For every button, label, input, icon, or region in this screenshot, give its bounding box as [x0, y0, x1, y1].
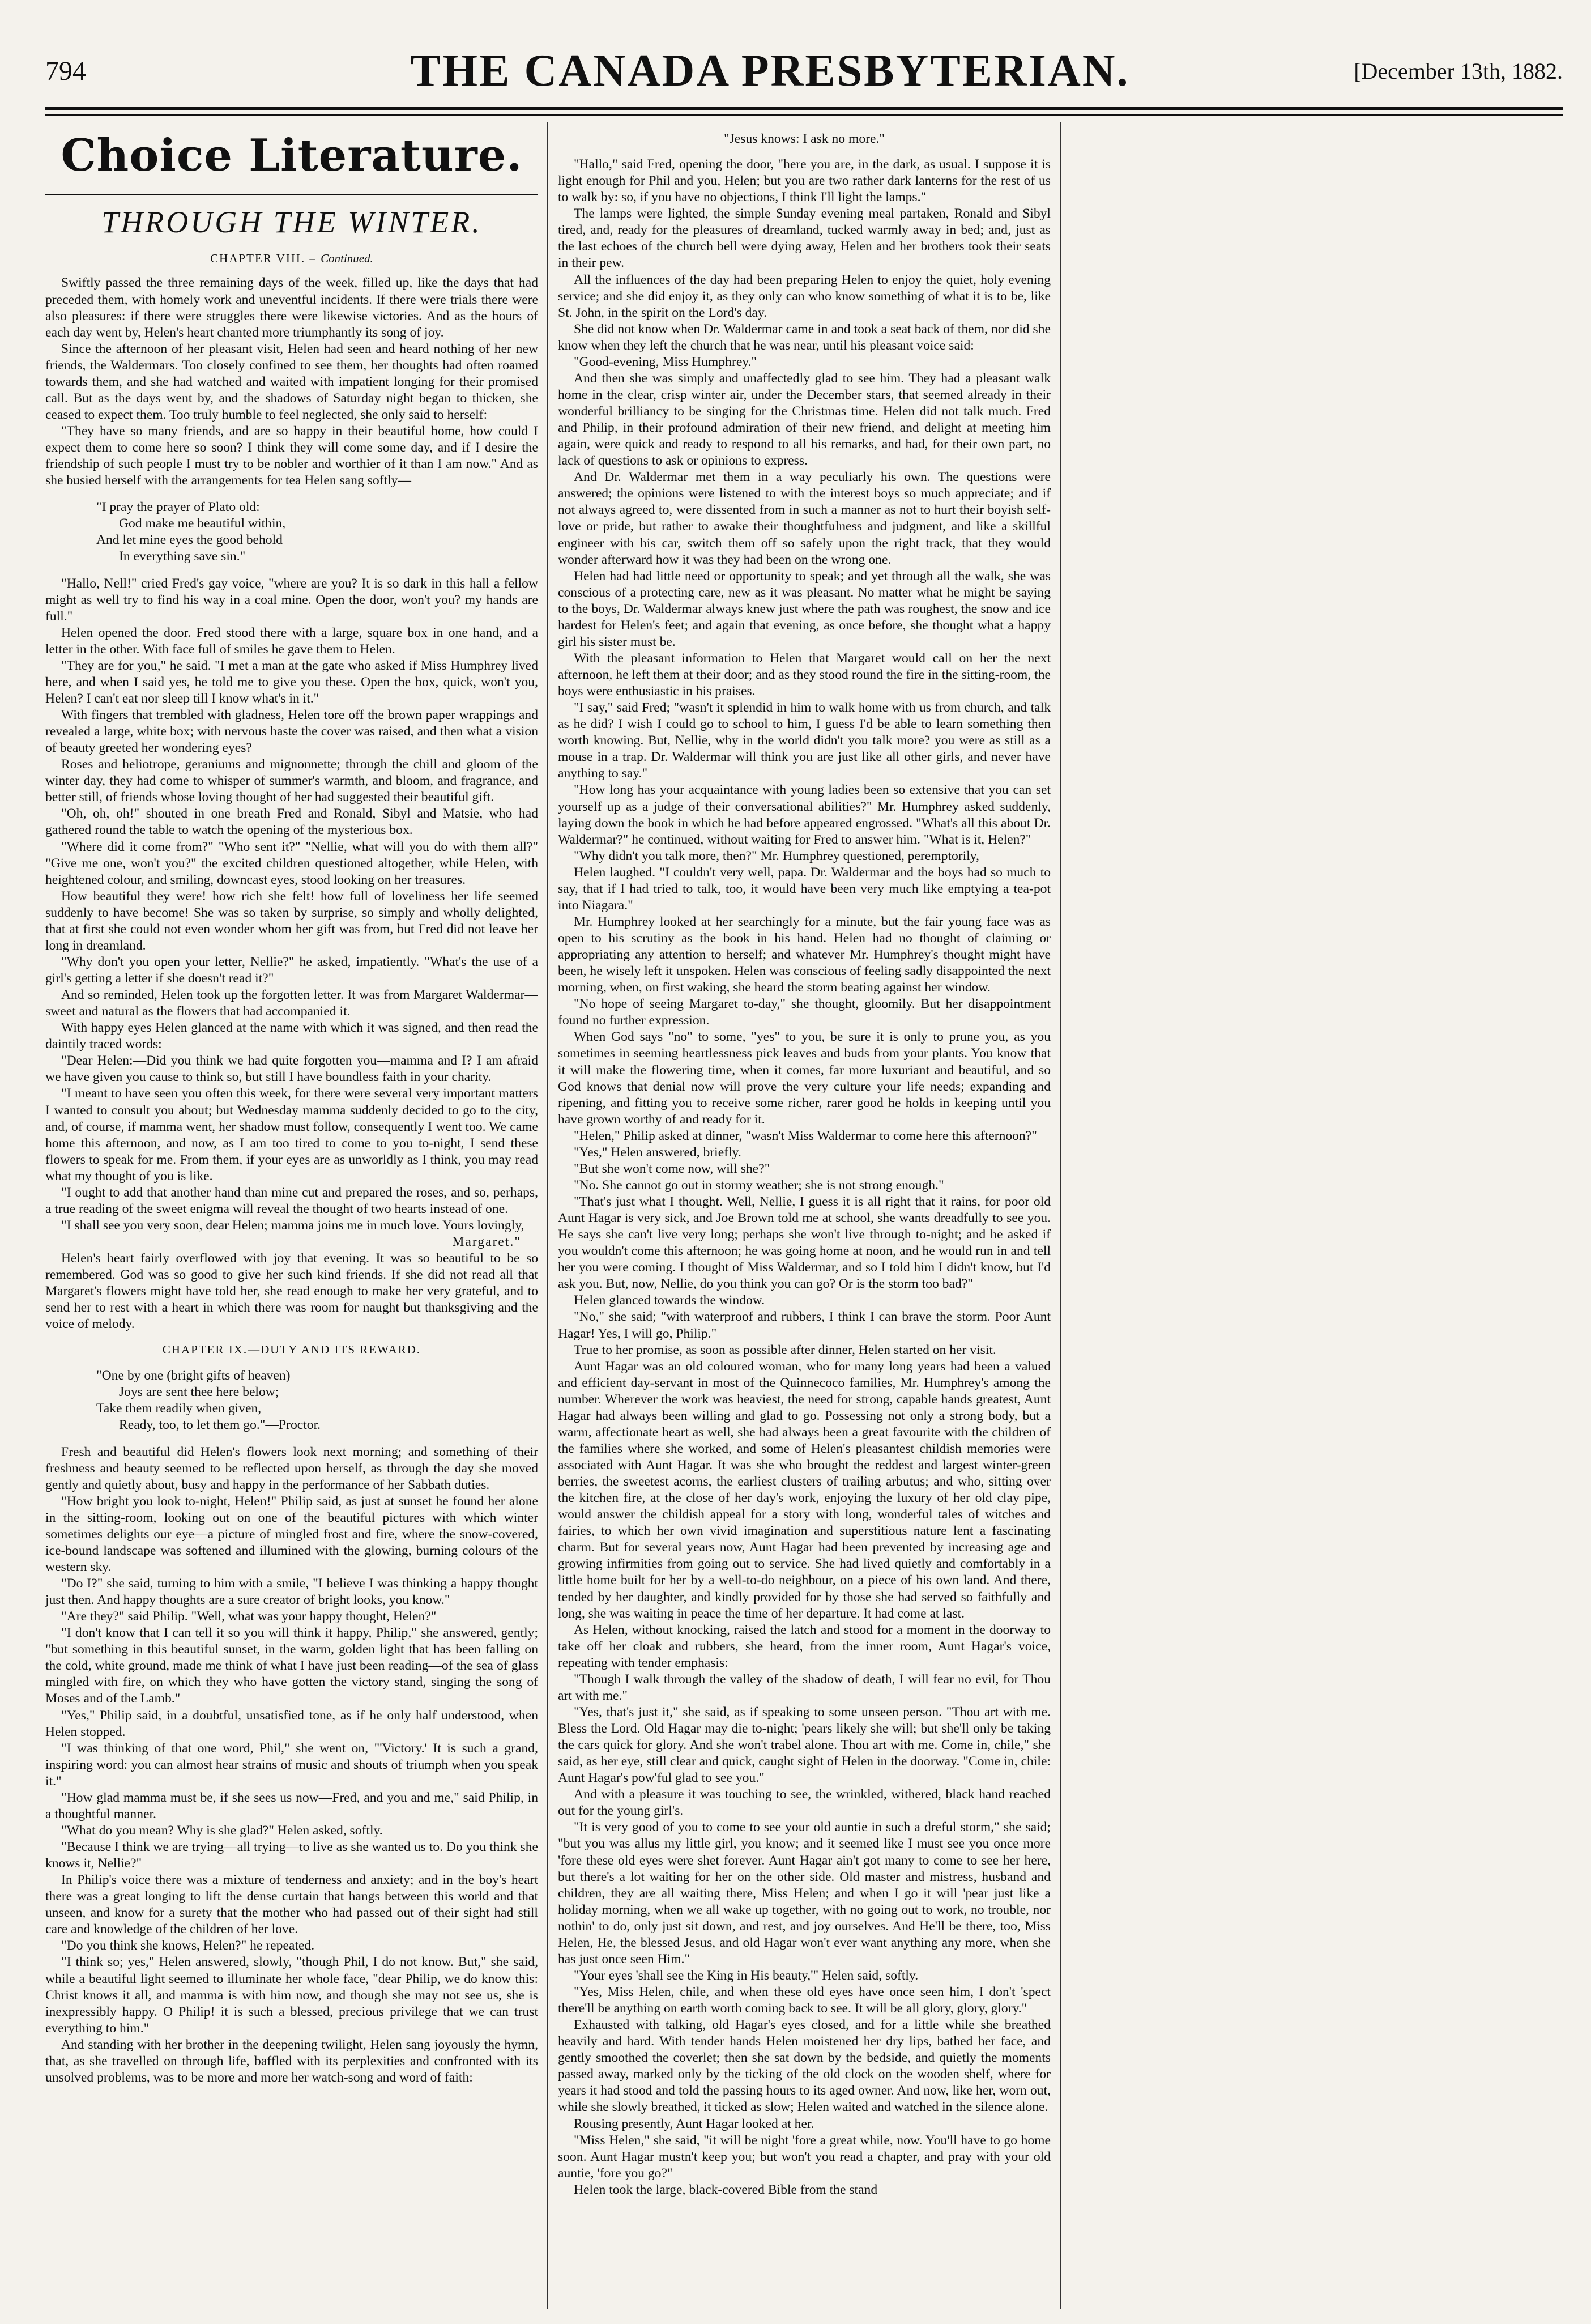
paragraph-group: [45, 1444, 538, 2086]
paragraph: "Why didn't you talk more, then?" Mr. Humphrey questioned, peremptorily,: [574, 848, 979, 863]
paragraph: "Oh, oh, oh!" shouted in one breath Fred and Ronald, Sibyl and Matsie, who had gathered round the table to watch the opening of the mysterious box.: [45, 806, 538, 838]
paragraph: The lamps were lighted, the simple Sunday evening meal partaken, Ronald and Sibyl tired, and, ready for the pleasures of dreamland, tucked warmly away in bed; and, just as the last echoes of the church bell were dying away, Helen and her brothers took their seats in their pew.: [558, 206, 1051, 271]
paragraph: And Dr. Waldermar met them in a way peculiarly his own. The questions were answered; the opinions were listened to with the interest boys so much appreciate; and if not always agreed to, were dissented from in such a manner as not to hurt their boyish self-love or pride, but rather to awake their thoughtfulness and judgment, and like a skillful engineer with his car, switch them off so safely upon the right track, that they would wonder afterward how it was they had been on the wrong one.: [558, 470, 1051, 567]
verse-line: Joys are sent thee here below;: [119, 1385, 279, 1400]
paragraph: "Do you think she knows, Helen?" he repeated.: [61, 1938, 315, 1953]
paragraph: "Yes," Philip said, in a doubtful, unsatisfied tone, as if he only half understood, when Helen stopped.: [45, 1708, 538, 1739]
paragraph: "Do I?" she said, turning to him with a smile, "I believe I was thinking a happy thought just then. And happy thoughts are a sure creator of bright looks, you know.": [45, 1576, 538, 1608]
paragraph: "Helen," Philip asked at dinner, "wasn't Miss Waldermar to come here this afternoon?": [574, 1128, 1037, 1143]
chapter-heading: [45, 252, 538, 266]
letter-signature: Margaret.": [452, 1235, 521, 1250]
paragraph: Rousing presently, Aunt Hagar looked at her.: [574, 2116, 814, 2131]
paragraph: Helen took the large, black-covered Bible from the stand: [574, 2182, 878, 2197]
paragraph: And then she was simply and unaffectedly glad to see him. They had a pleasant walk home in the clear, crisp winter air, under the December stars, that seemed already in their wonderful brilliancy to be singing for the Christmas time. Helen did not talk much. Fred and Philip, in their profound admiration of their new friend, and delight at meeting him again, were quick and ready to respond to all his remarks, and had, for their own part, no lack of questions to ask or opinions to express.: [558, 371, 1051, 469]
paragraph: "Why don't you open your letter, Nellie?" he asked, impatiently. "What's the use of a girl's getting a letter if she doesn't read it?": [45, 954, 538, 986]
verse: [96, 1368, 538, 1433]
paragraph: "I say," said Fred; "wasn't it splendid in him to walk home with us from church, and talk as he did? I wish I could go to school to him, I guess I'd be able to learn something then worth knowing. But, Nellie, why in the world didn't you talk more? you were as still as a mouse in a trap. Dr. Waldermar will think you are just like all other girls, and never have anything to say.": [558, 700, 1051, 781]
paragraph: "I don't know that I can tell it so you will think it happy, Philip," she answered, gently; "but something in this beautiful sunset, in the warm, golden light that has been falling on the cold, white ground, made me think of what I have just been reading—of the sea of glass mingled with fire, on which they who have gotten the victory stand, singing the song of Moses and of the Lamb.": [45, 1625, 538, 1706]
paragraph: Exhausted with talking, old Hagar's eyes closed, and for a little while she breathed heavily and hard. With tender hands Helen moistened her dry lips, bathed her face, and gently smoothed the coverlet; then she sat down by the bedside, and quietly the moments passed away, marked only by the ticking of the old clock on the wooden shelf, where for years it had stood and told the passing hours to its aged owner. And now, like her, worn out, while she slowly breathed, it ticked as slow; Helen waited and watched in the silence alone.: [558, 2017, 1051, 2115]
paragraph: "I meant to have seen you often this week, for there were several very important matters I wanted to consult you about; but Wednesday mamma suddenly decided to go to the city, and, of course, if mamma went, her shadow must follow, consequently I went too. We came home this afternoon, and now, as I am too tired to come to you to-night, I send these flowers to speak for me. From them, if your eyes are as unworldly as I think, you may read what my thought of you is like.: [45, 1086, 538, 1184]
paragraph: "Hallo, Nell!" cried Fred's gay voice, "where are you? It is so dark in this hall a fellow might as well try to find his way in a coal mine. Open the door, won't you? my hands are full.": [45, 576, 538, 624]
paragraph: "How long has your acquaintance with young ladies been so extensive that you can set yourself up as a judge of their conversational abilities?" Mr. Humphrey asked suddenly, laying down the book in which he had before appeared engrossed. "What's all this about Dr. Waldermar?" he continued, without waiting for Fred to answer him. "What is it, Helen?": [558, 782, 1051, 847]
paragraph: And so reminded, Helen took up the forgotten letter. It was from Margaret Waldermar—sweet and natural as the flowers that had accompanied it.: [45, 988, 538, 1019]
paragraph: "Yes, that's just it," she said, as if speaking to some unseen person. "Thou art with me. Bless the Lord. Old Hagar may die to-night; 'pears likely she will; but she'll only be taking the cars quick for glory. And she won't trabel alone. Thou art with me. Come in, chile," she said, as her eye, still clear and quick, caught sight of Helen in the doorway. "Come in, chile: Aunt Hagar's pow'ful glad to see you.": [558, 1704, 1051, 1786]
paragraph: "Are they?" said Philip. "Well, what was your happy thought, Helen?": [61, 1609, 437, 1624]
paragraph: "Miss Helen," she said, "it will be night 'fore a great while, now. You'll have to go home soon. Aunt Hagar mustn't keep you; but won't you read a chapter, and pray with your old auntie, 'fore you go?": [558, 2133, 1051, 2181]
paragraph: "I was thinking of that one word, Phil," she went on, "'Victory.' It is such a grand, inspiring word: you can almost hear strains of music and shouts of triumph when you speak it.": [45, 1740, 538, 1789]
paragraph: "They have so many friends, and are so happy in their beautiful home, how could I expect them to come here so soon? I think they will come some day, and if I desire the friendship of such people I must try to be nobler and worthier of it than I am now." And as she busied herself with the arrangements for tea Helen sang softly—: [45, 424, 538, 488]
paper-title: THE CANADA PRESBYTERIAN.: [410, 45, 1130, 96]
department-heading: Choice Literature.: [61, 130, 523, 181]
paragraph: "No hope of seeing Margaret to-day," she thought, gloomily. But her disappointment found no further expression.: [558, 997, 1051, 1028]
paragraph: Fresh and beautiful did Helen's flowers look next morning; and something of their freshness and beauty seemed to be reflected upon herself, as through the day she moved gently and quietly about, busy and happy in the performance of her Sabbath duties.: [45, 1444, 538, 1492]
paragraph: "Hallo," said Fred, opening the door, "here you are, in the dark, as usual. I suppose it is light enough for Phil and you, Helen; but you are two rather dark lanterns for the rest of us to walk by: so, if you have no objections, I think I'll light the lamps.": [558, 157, 1051, 205]
paragraph: "Though I walk through the valley of the shadow of death, I will fear no evil, for Thou art with me.": [558, 1671, 1051, 1703]
paragraph: Swiftly passed the three remaining days of the week, filled up, like the days that had preceded them, with homely work and uneventful incidents. If there were trials there were also pleasures: if there were struggles there were likewise victories. And as the hours of each day went by, Helen's heart chanted more triumphantly its song of joy.: [45, 275, 538, 340]
verse-line: Ready, too, to let them go."—Proctor.: [119, 1418, 321, 1433]
paragraph: "What do you mean? Why is she glad?" Helen asked, softly.: [61, 1823, 383, 1838]
verse-line: Take them readily when given,: [96, 1401, 262, 1416]
paragraph: All the influences of the day had been preparing Helen to enjoy the quiet, holy evening service; and she did enjoy it, as they only can who know something of what it is to be, like St. John, in the spirit on the Lord's day.: [558, 272, 1051, 320]
paragraph: Mr. Humphrey looked at her searchingly for a minute, but the fair young face was as open to his scrutiny as the book in his hand. Helen had no thought of claiming or appropriating any attention to herself; and whatever Mr. Humphrey's thought might have been, he wisely left it unspoken. Helen was conscious of feeling sadly disappointed the next morning, when, on first waking, she heard the storm beating against her window.: [558, 914, 1051, 995]
paragraph: "I ought to add that another hand than mine cut and prepared the roses, and so, perhaps, a true reading of the sweet enigma will reveal the thought of two hearts instead of one.: [45, 1185, 538, 1216]
paragraph: As Helen, without knocking, raised the latch and stood for a moment in the doorway to take off her cloak and rubbers, she heard, from the inner room, Aunt Hagar's voice, repeating with tender emphasis:: [558, 1622, 1051, 1670]
column-rule: [547, 122, 548, 2309]
verse-line: "I pray the prayer of Plato old:: [96, 500, 260, 515]
column-2: [558, 122, 1051, 2309]
paragraph: Helen opened the door. Fred stood there with a large, square box in one hand, and a letter in the other. With face full of smiles he gave them to Helen.: [45, 625, 538, 657]
paragraph: "Your eyes 'shall see the King in His beauty,'" Helen said, softly.: [574, 1968, 919, 1983]
paragraph: "Where did it come from?" "Who sent it?" "Nellie, what will you do with them all?" "Give me one, won't you?" the excited children questioned altogether, while Helen, with heightened colour, and smiling, downcast eyes, stood looking on her treasures.: [45, 839, 538, 887]
paragraph: "But she won't come now, will she?": [574, 1161, 770, 1176]
paragraph: "It is very good of you to come to see your old auntie in such a dreful storm," she said; "but you was allus my little girl, you know; and it seemed like I must see you once more 'fore these old eyes were shet forever. Aunt Hagar ain't got many to come to see her here, but there's a lot waiting for her on the other side. Old master and mistress, husband and children, they are all waiting there, Miss Helen; and when I go it will 'pear just like a holiday morning, when we all wake up together, with no going out to work, no trouble, nor nothin' to do, only just sit down, and rest, and joy ourselves. And He'll be there, too, Miss Helen, He, the blessed Jesus, and old Hagar won't ever want anything any more, when she has just once seen Him.": [558, 1820, 1051, 1967]
paragraph: Aunt Hagar was an old coloured woman, who for many long years had been a valued and efficient day-servant in most of the Quinnecoco families, Mr. Humphrey's among the number. Wherever the work was heaviest, the need for strong, capable hands greatest, Aunt Hagar had always been willing and glad to go. Possessing not only a strong body, but a warm, affectionate heart as well, she had always been a great favourite with the children of the families where she worked, and some of Helen's pleasantest childish memories were associated with Aunt Hagar. It was she who brought the reddest and largest winter-green berries, the sweetest acorns, the earliest clusters of trailing arbutus; and who, sitting over the kitchen fire, at the close of her day's work, enjoying the luxury of her old clay pipe, would answer the childish appeal for a story with long, wonderful tales of witches and fairies, to which her own vivid imagination and superstitious nature lent a fascinating charm. But for several years now, Aunt Hagar had been prevented by increasing age and growing infirmities from going out to service. She had lived quietly and comfortably in a little home built for her by a well-to-do neighbour, on a piece of his own land. And there, tended by her daughter, and kindly provided for by those she had served so faithfully and long, she was waiting in peace the time of her departure. It had come at last.: [558, 1359, 1051, 1621]
paragraph: "Dear Helen:—Did you think we had quite forgotten you—mamma and I? I am afraid we have given you cause to think so, but still I have boundless faith in your charity.: [45, 1053, 538, 1085]
paragraph-group: [45, 1250, 538, 1333]
masthead-rule-thin: [45, 114, 1563, 116]
verse-line: In everything save sin.": [119, 549, 246, 564]
paragraph: With happy eyes Helen glanced at the name with which it was signed, and then read the daintily traced words:: [45, 1020, 538, 1052]
chapter-heading: CHAPTER IX.—DUTY AND ITS REWARD.: [162, 1343, 421, 1357]
paragraph: "Because I think we are trying—all trying—to live as she wanted us to. Do you think she knows it, Nellie?": [45, 1840, 538, 1871]
column-rule: [1060, 122, 1061, 2309]
paragraph-group: [45, 275, 538, 489]
paragraph: "Yes, Miss Helen, chile, and when these old eyes have once seen him, I don't 'spect there'll be anything on earth worth coming back to see. It will be all glory, glory, glory.": [558, 1985, 1051, 2016]
continued-label: Continued.: [321, 251, 373, 265]
paragraph: When God says "no" to some, "yes" to you, be sure it is only to prune you, as you sometimes in seeming heartlessness pick leaves and buds from your plants. You know that it will make the flowering time, when it comes, far more luxuriant and beautiful, and so God knows that denial now will prove the very culture your life needs; expanding and ripening, and fitting you to receive some richer, rarer good he holds in keeping until you have grown worthy of and ready for it.: [558, 1029, 1051, 1127]
paragraph: Since the afternoon of her pleasant visit, Helen had seen and heard nothing of her new friends, the Waldermars. Too closely confined to see them, her thoughts had often roamed towards them, and she had watched and waited with impatient longing for their promised call. But as the days went by, and the shadows of Saturday night began to thicken, she ceased to expect them. Too truly humble to feel neglected, she only said to herself:: [45, 341, 538, 422]
paragraph: How beautiful they were! how rich she felt! how full of loveliness her life seemed suddenly to have become! She was so taken by surprise, so simply and wholly delighted, that at first she could not even wonder whom her gift was from, but Fred did not leave her long in dreamland.: [45, 888, 538, 953]
paragraph: With fingers that trembled with gladness, Helen tore off the brown paper wrappings and revealed a large, white box; with nervous haste the cover was raised, and then what a vision of beauty greeted her wondering eyes?: [45, 708, 538, 756]
paragraph: "That's just what I thought. Well, Nellie, I guess it is all right that it rains, for poor old Aunt Hagar is very sick, and Joe Brown told me at school, she wants dreadfully to see you. He says she can't live very long; perhaps she won't live through to-night; and he asked if you wouldn't come this afternoon; he was going home at noon, and he would run in and tell her you were coming. I thought of Miss Waldermar, and so I told him I didn't know, but I'd ask you. But, now, Nellie, do you think you can go? Or is the storm too bad?": [558, 1194, 1051, 1292]
paragraph: "Yes," Helen answered, briefly.: [574, 1144, 741, 1160]
issue-date: [December 13th, 1882.: [1354, 58, 1563, 84]
paragraph: Helen glanced towards the window.: [574, 1293, 765, 1308]
paragraph: True to her promise, as soon as possible after dinner, Helen started on her visit.: [574, 1342, 996, 1357]
paragraph: "They are for you," he said. "I met a man at the gate who asked if Miss Humphrey lived here, and when I said yes, he told me to give you these. Open the box, quick, won't you, Helen? I can't eat nor sleep till I know what's in it.": [45, 658, 538, 706]
verse: [96, 499, 538, 565]
paragraph: "How glad mamma must be, if she sees us now—Fred, and you and me," said Philip, in a thoughtful manner.: [45, 1790, 538, 1821]
paragraph: "I think so; yes," Helen answered, slowly, "though Phil, I do not know. But," she said, while a beautiful light seemed to illuminate her whole face, "dear Philip, we do know this: Christ knows it all, and mamma is with him now, and though she may not see us, she is inexpressibly happy. O Philip! it is such a blessed, precious privilege that we can trust everything to him.": [45, 1955, 538, 2036]
page-number: 794: [45, 56, 86, 86]
column-1: [45, 122, 538, 2309]
masthead: [45, 40, 1563, 102]
paragraph: "Good-evening, Miss Humphrey.": [574, 354, 757, 369]
verse-line: And let mine eyes the good behold: [96, 533, 283, 548]
paragraph: In Philip's voice there was a mixture of tenderness and anxiety; and in the boy's heart there was a great longing to lift the dense curtain that hangs between this world and that unseen, and know for a surety that the mother who had passed out of their sight had still care and knowledge of the children of her love.: [45, 1872, 538, 1937]
paragraph: "No. She cannot go out in stormy weather; she is not strong enough.": [574, 1177, 944, 1193]
verse-line: "One by one (bright gifts of heaven): [96, 1368, 291, 1384]
paragraph: She did not know when Dr. Waldermar came in and took a seat back of them, nor did she know when they left the church that he was near, until his pleasant voice said:: [558, 321, 1051, 353]
chapter-label: CHAPTER VIII. –: [210, 251, 317, 265]
paragraph: And with a pleasure it was touching to see, the wrinkled, withered, black hand reached out for the young girl's.: [558, 1787, 1051, 1819]
verse-line: God make me beautiful within,: [119, 516, 286, 531]
paragraph: Helen laughed. "I couldn't very well, papa. Dr. Waldermar and the boys had so much to say, that if I had tried to talk, too, it would have been very much like emptying a tea-pot into Niagara.": [558, 865, 1051, 913]
paragraph: "I shall see you very soon, dear Helen; mamma joins me in much love. Yours lovingly,: [61, 1218, 524, 1233]
hymn-line: "Jesus knows: I ask no more.": [723, 131, 885, 146]
paragraph: With the pleasant information to Helen that Margaret would call on her the next afternoon, he left them at their door; and as they stood round the fire in the sitting-room, the boys were enthusiastic in his praises.: [558, 650, 1051, 699]
paragraph: And standing with her brother in the deepening twilight, Helen sang joyously the hymn, that, as she travelled on through life, baffled with its perplexities and confronted with its unsolved problems, was to be more and more her watch-song and word of faith:: [45, 2037, 538, 2085]
masthead-rule: [45, 107, 1563, 110]
column-3: [1070, 122, 1563, 2309]
paragraph: Helen had had little need or opportunity to speak; and yet through all the walk, she was conscious of a protecting care, new as it was pleasant. No matter what he might be saying to the boys, Dr. Waldermar always knew just where the path was roughest, the snow and ice hardest for Helen's feet; and again that evening, as once before, she thought what a happy girl his sister must be.: [558, 568, 1051, 649]
paragraph: "No," she said; "with waterproof and rubbers, I think I can brave the storm. Poor Aunt Hagar! Yes, I will go, Philip.": [558, 1309, 1051, 1341]
paragraph: Helen's heart fairly overflowed with joy that evening. It was so beautiful to be so remembered. God was so good to give her such kind friends. If she did not read all that Margaret's flowers might have told her, she read enough to make her very grateful, and to send her to rest with a heart in which there was room for naught but thanksgiving and the voice of melody.: [45, 1251, 538, 1332]
story-title: THROUGH THE WINTER.: [45, 194, 538, 241]
paragraph: Roses and heliotrope, geraniums and mignonnette; through the chill and gloom of the winter day, they had come to whisper of summer's warmth, and bloom, and fragrance, and better still, of friends whose loving thought of her had suggested their beautiful gift.: [45, 757, 538, 805]
paragraph-group: [45, 576, 538, 1235]
paragraph: "How bright you look to-night, Helen!" Philip said, as just at sunset he found her alone in the sitting-room, looking out on one of the beautiful pictures with which winter sometimes delights our eye—a picture of mingled frost and fire, where the snow-covered, ice-bound landscape was softened and illumined with the glowing, burning colours of the western sky.: [45, 1493, 538, 1574]
